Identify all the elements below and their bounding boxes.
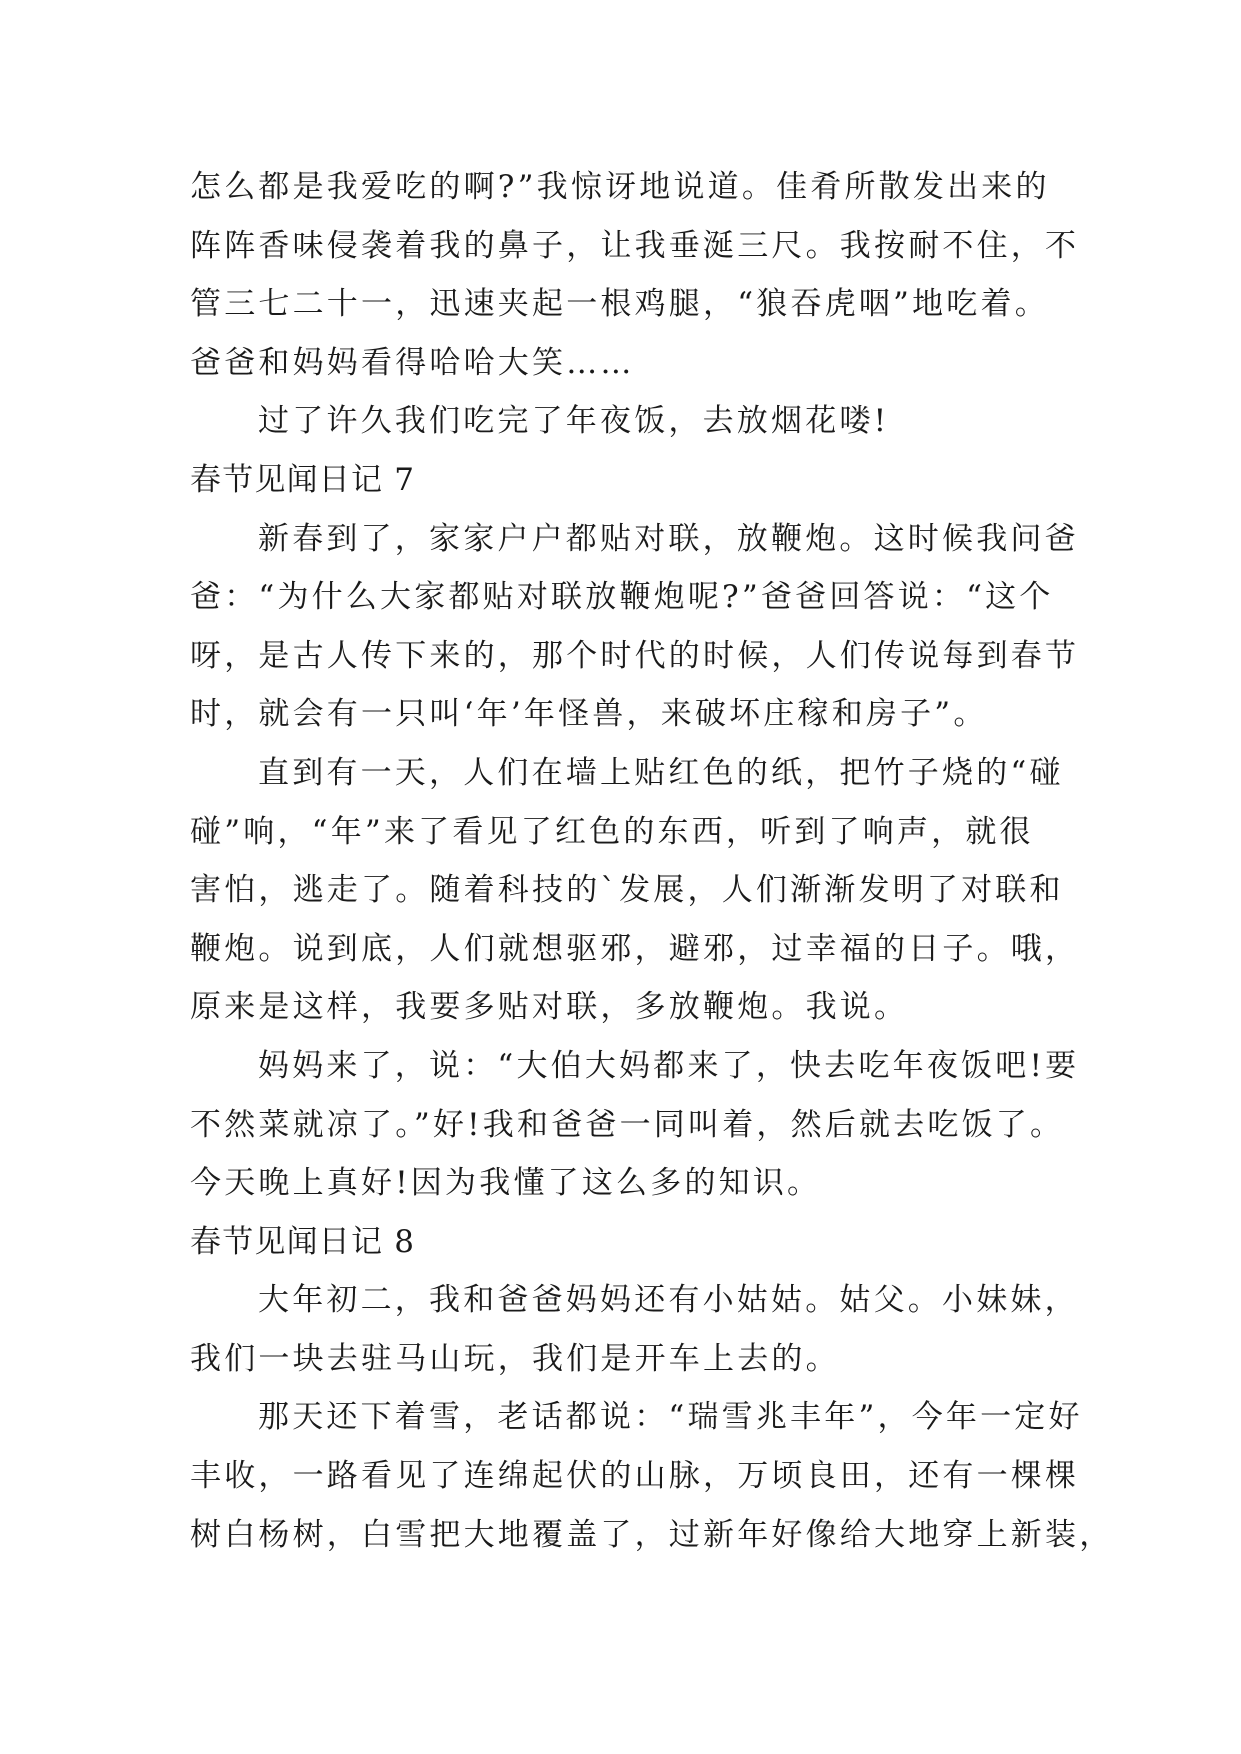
heading-text: 春节见闻日记 8 [190, 1223, 416, 1260]
paragraph [190, 510, 1080, 744]
text-line: 那天还下着雪，老话都说：“瑞雪兆丰年”，今年一定好 [258, 1399, 1083, 1436]
text-line: 阵阵香味侵袭着我的鼻子，让我垂涎三尺。我按耐不住，不 [190, 227, 1080, 264]
text-line: 管三七二十一，迅速夹起一根鸡腿，“狼吞虎咽”地吃着。 [190, 286, 1049, 323]
section-heading [190, 451, 1070, 510]
paragraph [190, 744, 1080, 1037]
paragraph [190, 1388, 1114, 1564]
text-line: 碰”响，“年”来了看见了红色的东西，听到了响声，就很 [190, 813, 1034, 850]
text-line: 新春到了，家家户户都贴对联，放鞭炮。这时候我问爸 [258, 520, 1079, 557]
text-line: 爸爸和妈妈看得哈哈大笑…… [190, 344, 635, 381]
text-line: 过了许久我们吃完了年夜饭，去放烟花喽! [258, 403, 890, 440]
paragraph [190, 1037, 1080, 1213]
text-line: 害怕，逃走了。随着科技的`发展，人们渐渐发明了对联和 [190, 872, 1064, 909]
text-line: 时，就会有一只叫‘年’年怪兽，来破坏庄稼和房子”。 [190, 696, 988, 733]
text-line: 妈妈来了，说：“大伯大妈都来了，快去吃年夜饭吧!要 [258, 1047, 1080, 1084]
text-line: 怎么都是我爱吃的啊?”我惊讶地说道。佳肴所散发出来的 [190, 169, 1050, 205]
paragraph [190, 158, 1080, 392]
document-body [190, 158, 1114, 1564]
heading-text: 春节见闻日记 7 [190, 461, 416, 498]
text-line: 爸：“为什么大家都贴对联放鞭炮呢?”爸爸回答说：“这个 [190, 579, 1054, 616]
text-line: 直到有一天，人们在墙上贴红色的纸，把竹子烧的“碰 [258, 754, 1064, 791]
text-line: 大年初二，我和爸爸妈妈还有小姑姑。姑父。小妹妹， [258, 1282, 1079, 1319]
text-line: 今天晚上真好!因为我懂了这么多的知识。 [190, 1165, 822, 1202]
text-line: 不然菜就凉了。”好!我和爸爸一同叫着，然后就去吃饭了。 [190, 1106, 1065, 1143]
text-line: 我们一块去驻马山玩，我们是开车上去的。 [190, 1340, 840, 1377]
text-line: 鞭炮。说到底，人们就想驱邪，避邪，过幸福的日子。哦， [190, 930, 1080, 967]
section-heading [190, 1213, 1070, 1272]
text-line: 树白杨树，白雪把大地覆盖了，过新年好像给大地穿上新装， [190, 1516, 1114, 1553]
paragraph [190, 1271, 1079, 1388]
paragraph [190, 392, 1070, 451]
text-line: 呀，是古人传下来的，那个时代的时候，人们传说每到春节 [190, 637, 1080, 674]
text-line: 丰收，一路看见了连绵起伏的山脉，万顷良田，还有一棵棵 [190, 1458, 1080, 1495]
text-line: 原来是这样，我要多贴对联，多放鞭炮。我说。 [190, 989, 909, 1026]
